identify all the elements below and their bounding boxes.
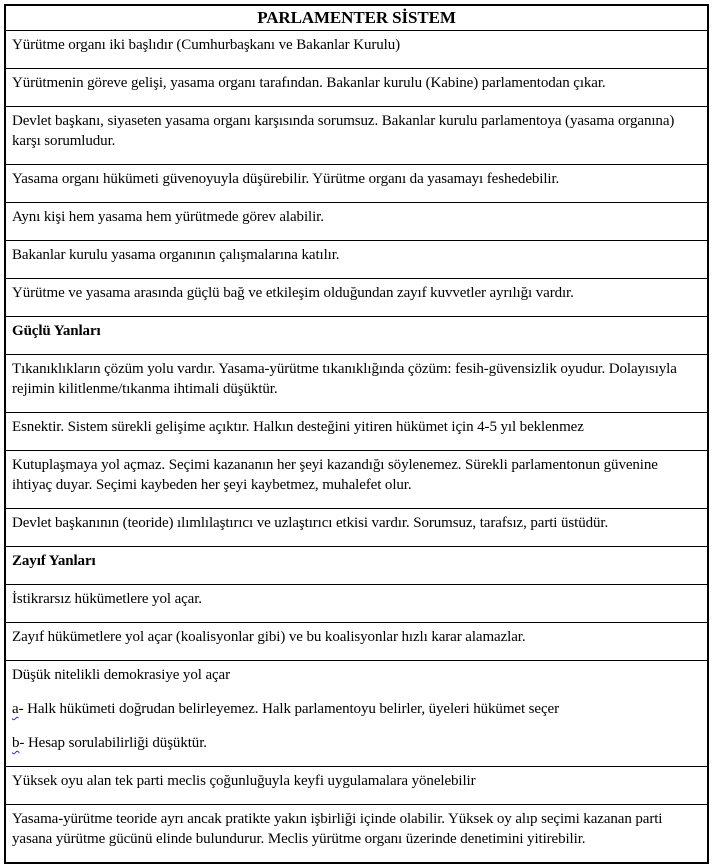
table-row [6,661,707,767]
section-header-text: Zayıf Yanları [12,553,96,569]
table-row [6,509,707,547]
row-text: İstikrarsız hükümetlere yol açar. [12,591,202,607]
row-text: Esnektir. Sistem sürekli gelişime açıktır. Halkın desteğini yitiren hükümet için 4-5 yıl beklenmez [12,419,584,435]
table-row [6,69,707,107]
table-row [6,203,707,241]
lettered-item [12,699,699,719]
table-row [6,241,707,279]
row-text: Yasama-yürütme teoride ayrı ancak pratikte yakın işbirliği içinde olabilir. Yüksek oy alıp seçimi kazanan parti yasana yürütme gücünü elinde bulundurur. Meclis yürütme organı üzerinde denetimini yitirebilir. [12,811,663,847]
row-text: Yürütme ve yasama arasında güçlü bağ ve etkileşim olduğundan zayıf kuvvetler ayrılığı vardır. [12,285,574,301]
table-row [6,279,707,317]
row-text: Yasama organı hükümeti güvenoyuyla düşürebilir. Yürütme organı da yasamayı feshedebilir. [12,171,560,187]
row-text: Zayıf hükümetlere yol açar (koalisyonlar gibi) ve bu koalisyonlar hızlı karar alamazlar. [12,629,526,645]
table-row [6,767,707,805]
table-title: PARLAMENTER SİSTEM [6,6,707,31]
table-row [6,805,707,862]
row-text: Bakanlar kurulu yasama organının çalışmalarına katılır. [12,247,340,263]
table-row [6,451,707,509]
section-header-text: Güçlü Yanları [12,323,101,339]
spellcheck-marked-letter: a [12,701,19,717]
row-text: Tıkanıklıkların çözüm yolu vardır. Yasama-yürütme tıkanıklığında çözüm: fesih-güvensizlik oyudur. Dolayısıyla rejimin kilitlenme/tıkanma ihtimali düşüktür. [12,361,677,397]
table-row [6,355,707,413]
lettered-item [12,733,699,753]
row-text: Kutuplaşmaya yol açmaz. Seçimi kazananın her şeyi kazandığı söylenemez. Sürekli parlamentonun güvenine ihtiyaç duyar. Seçimi kaybeden her şeyi kaybetmez, muhalefet olur. [12,457,658,493]
row-text: Devlet başkanı, siyaseten yasama organı karşısında sorumsuz. Bakanlar kurulu parlamentoya (yasama organına) karşı sorumludur. [12,113,675,149]
row-text: Yürütmenin göreve gelişi, yasama organı tarafından. Bakanlar kurulu (Kabine) parlamentodan çıkar. [12,75,606,91]
table-row [6,31,707,69]
spellcheck-marked-letter: b [12,735,20,751]
lettered-item-text: - Hesap sorulabilirliği düşüktür. [19,735,207,751]
row-text: Aynı kişi hem yasama hem yürütmede görev alabilir. [12,209,324,225]
row-text: Yüksek oyu alan tek parti meclis çoğunluğuyla keyfi uygulamalara yönelebilir [12,773,476,789]
section-header-row [6,317,707,355]
section-header-row [6,547,707,585]
row-text: Düşük nitelikli demokrasiye yol açar [12,667,231,683]
table-row [6,165,707,203]
row-text: Yürütme organı iki başlıdır (Cumhurbaşkanı ve Bakanlar Kurulu) [12,37,401,53]
lettered-item-text: - Halk hükümeti doğrudan belirleyemez. Halk parlamentoyu belirler, üyeleri hükümet seçer [18,701,559,717]
table-rows-container [6,31,707,862]
table-row [6,585,707,623]
table-row [6,623,707,661]
table-row [6,413,707,451]
parliamentary-system-table [4,4,709,864]
table-row [6,107,707,165]
row-text: Devlet başkanının (teoride) ılımlılaştırıcı ve uzlaştırıcı etkisi vardır. Sorumsuz, tarafsız, parti üstüdür. [12,515,609,531]
